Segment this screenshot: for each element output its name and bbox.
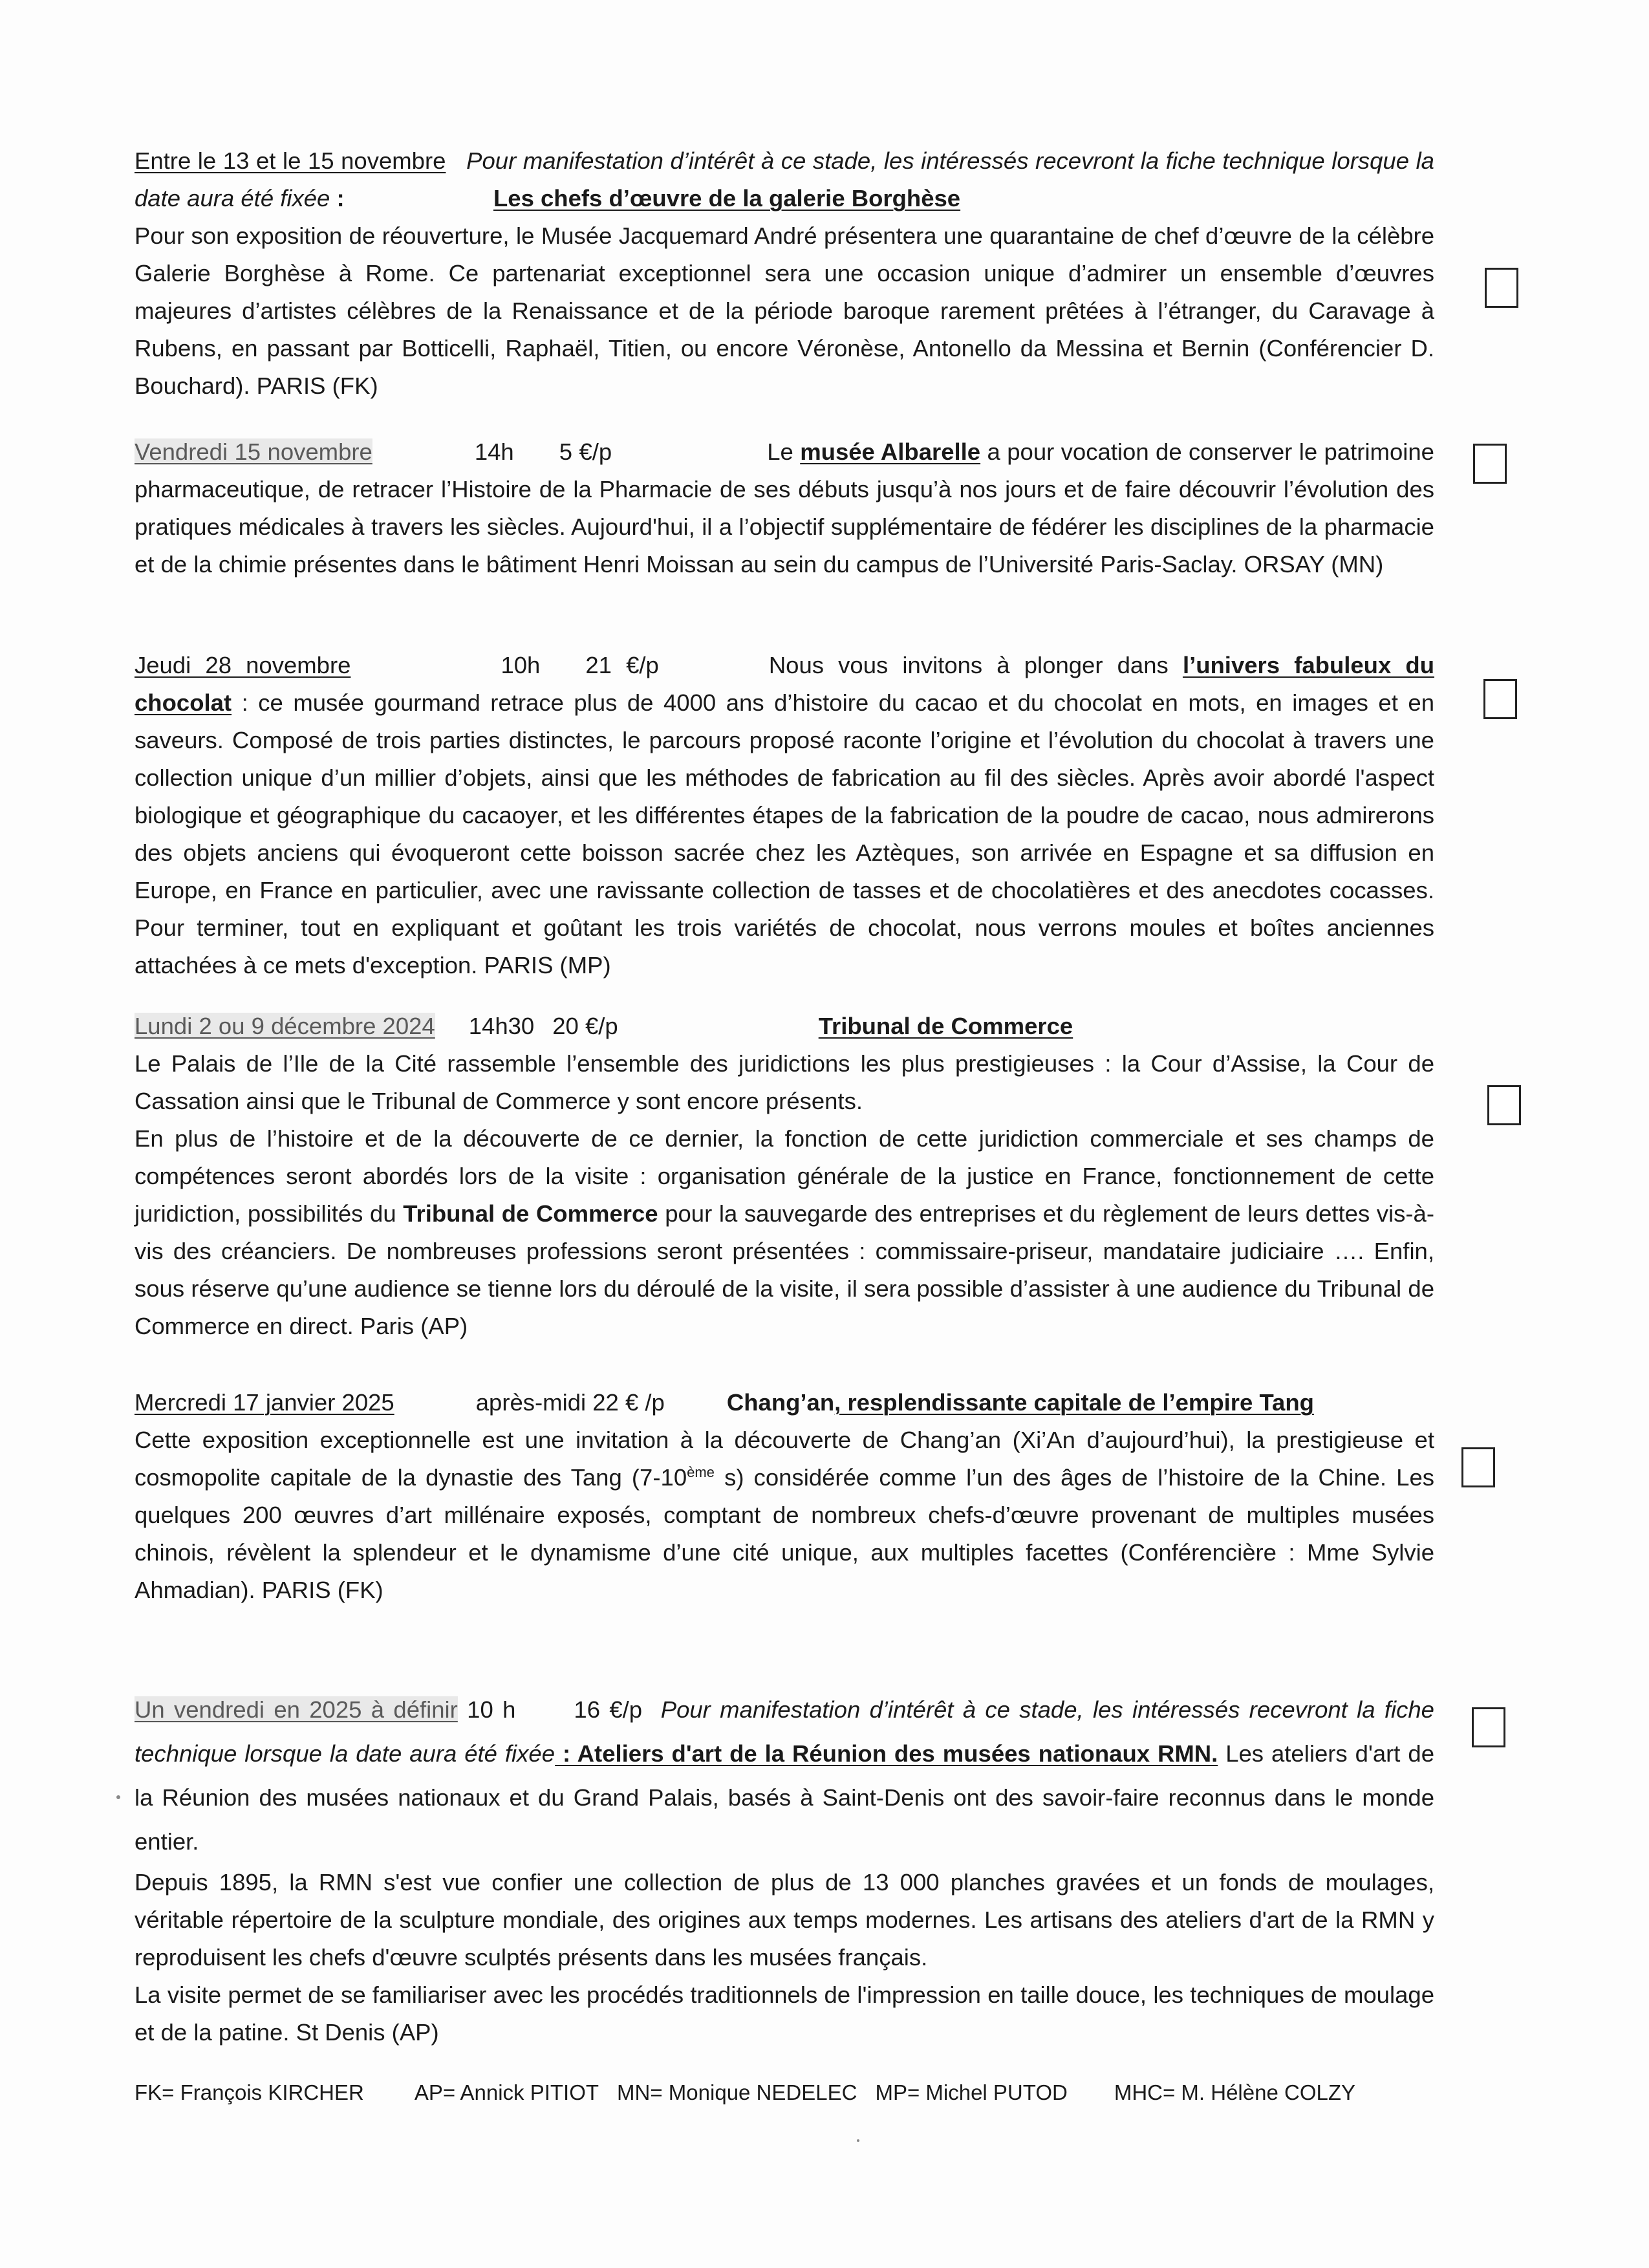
entry-price: 16 €/p [574,1696,643,1723]
entry-date: Vendredi 15 novembre [135,438,372,465]
scan-speck [857,2139,859,2142]
entry-borghese [135,142,1434,405]
entry-body-1: Le Palais de l’Ile de la Cité rassemble l’ensemble des juridictions les plus prestigieuses : la Cour d’Assise, la Cour de Cassation ainsi que le Tribunal de Commerce y sont encore présents. [135,1050,1434,1114]
entry-chocolat [135,647,1434,984]
entry-body-2-bold: Tribunal de Commerce [403,1200,658,1227]
entry-header [135,142,1434,217]
entry-text [135,647,1434,984]
entry-price: 20 €/p [552,1013,618,1039]
entry-title: musée Albarelle [800,438,981,465]
entry-date: Jeudi 28 novembre [135,652,351,678]
entry-body-2-pre: En plus de l’histoire et de la découverte de ce dernier, la fonction de cette juridiction commerciale et ses champs de compétences seront abordés lors de la visite : organisation générale de la justice en France, fonctionnement de cette juridiction, possibilités du [135,1125,1434,1227]
footer-mn: MN= Monique NEDELEC [617,2080,857,2104]
entry-body-post: s) considérée comme l’un des âges de l’histoire de la Chine. Les quelques 200 œuvres d’art millénaire exposés, comptant de nombreux chefs-d’œuvre provenant de multiples musées chinois, révèlent la splendeur et le dynamisme d’une cité unique, aux multiples facettes (Conférencière : Mme Sylvie Ahmadian). PARIS (FK) [135,1464,1434,1603]
checkbox-chocolat[interactable] [1483,679,1517,719]
checkbox-borghese[interactable] [1485,268,1518,308]
entry-time: 14h [474,438,514,465]
entry-body: Pour son exposition de réouverture, le Musée Jacquemard André présentera une quarantaine de chef d’œuvre de la célèbre Galerie Borghèse à Rome. Ce partenariat exceptionnel sera une occasion unique d’admirer un ensemble d’œuvres majeures d’artistes célèbres de la Renaissance et de la période baroque rarement prêtées à l’étranger, du Caravage à Rubens, en passant par Botticelli, Raphaël, Titien, ou encore Véronèse, Antonello da Messina et Bernin (Conférencier D. Bouchard). PARIS (FK) [135,222,1434,399]
checkbox-tribunal[interactable] [1487,1085,1521,1125]
entry-title-b: , resplendissante capitale de l’empire Tang [834,1389,1314,1416]
entry-body-pre: Cette exposition exceptionnelle est une invitation à la découverte de Chang’an (Xi’An d’aujourd’hui), la prestigieuse et cosmopolite capitale de la dynastie des Tang (7-10 [135,1427,1434,1491]
entry-body-post: : ce musée gourmand retrace plus de 4000 ans d’histoire du cacao et du chocolat en mots, en images et en saveurs. Composé de trois parties distinctes, le parcours proposé raconte l’origine et l’évolution du chocolat à travers une collection unique d’un millier d’objets, ainsi que les méthodes de fabrication au fil des siècles. Après avoir abordé l'aspect biologique et géographique du cacaoyer, et les différentes étapes de la fabrication de la poudre de cacao, nous admirerons des objets anciens qui évoqueront cette boisson sacrée chez les Aztèques, son arrivée en Espagne et sa diffusion en Europe, en France en particulier, avec une ravissante collection de tasses et de chocolatières et des anecdotes cocasses. Pour terminer, tout en expliquant et goûtant les trois variétés de chocolat, nous verrons moules et boîtes anciennes attachées à ce mets d'exception. PARIS (MP) [135,689,1434,978]
entry-date: Entre le 13 et le 15 novembre [135,147,446,174]
entry-title: l’univers fabuleux du chocolat [135,652,1435,716]
entry-text [135,433,1434,583]
entry-intro: Pour manifestation d’intérêt à ce stade, les intéressés recevront la fiche technique lorsque la date aura été fixée [135,1696,1434,1767]
entry-time: 10h [501,652,541,678]
entry-price: 5 €/p [559,438,612,465]
entry-date: Lundi 2 ou 9 décembre 2024 [135,1013,435,1039]
checkbox-changan[interactable] [1461,1447,1495,1487]
entry-header [135,1384,1434,1421]
entry-header [135,1008,1434,1045]
entry-text [135,1688,1434,1864]
footer-ap: AP= Annick PITIOT [414,2080,599,2104]
entry-time: 14h30 [468,1013,535,1039]
entry-time: 10 h [467,1696,516,1723]
entry-body-2: Depuis 1895, la RMN s'est vue confier une collection de plus de 13 000 planches gravées et un fonds de moulages, véritable répertoire de la sculpture mondiale, des origines aux temps modernes. Les artisans des ateliers d'art de la RMN y reproduisent les chefs d'œuvre sculptés présents dans les musées français. [135,1869,1434,1971]
entry-date: Mercredi 17 janvier 2025 [135,1389,394,1416]
entry-body-2-post: pour la sauvegarde des entreprises et du règlement de leurs dettes vis-à-vis des créanciers. De nombreuses professions seront présentées : commissaire-priseur, mandataire judiciaire …. Enfin, sous réserve qu’une audience se tienne lors du déroulé de la visite, il sera possible d’assister à une audience du Tribunal de Commerce en direct. Paris (AP) [135,1200,1435,1339]
entry-body-3: La visite permet de se familiariser avec les procédés traditionnels de l'impression en taille douce, les techniques de moulage et de la patine. St Denis (AP) [135,1982,1434,2046]
entry-tribunal [135,1008,1434,1345]
entry-albarelle [135,433,1434,583]
entry-title: : Ateliers d'art de la Réunion des musées nationaux RMN. [555,1740,1218,1767]
entry-body-pre: Le [767,438,801,465]
entry-date: Un vendredi en 2025 à définir [135,1696,458,1723]
footer-mp: MP= Michel PUTOD [875,2080,1068,2104]
entry-body-post: a pour vocation de conserver le patrimoine pharmaceutique, de retracer l’Histoire de la Pharmacie de ses débuts jusqu’à nos jours et de faire découvrir l’évolution des pratiques médicales à travers les siècles. Aujourd'hui, il a l’objectif supplémentaire de fédérer les disciplines de la pharmacie et de la chimie présentes dans le bâtiment Henri Moissan au sein du campus de l’Université Paris-Saclay. ORSAY (MN) [135,438,1434,578]
entry-price: 21 €/p [585,652,659,678]
checkbox-ateliers-rmn[interactable] [1472,1707,1505,1747]
scan-speck [116,1795,120,1799]
footer-legend [135,2079,1434,2107]
footer-mhc: MHC= M. Hélène COLZY [1114,2080,1356,2104]
checkbox-albarelle[interactable] [1473,444,1507,484]
footer-fk: FK= François KIRCHER [135,2080,364,2104]
entry-body-2 [135,1120,1434,1345]
entry-colon: : [330,185,345,211]
entry-body-pre: Nous vous invitons à plonger dans [768,652,1183,678]
entry-title-a: Chang’an [726,1389,835,1416]
entry-body [135,1421,1434,1609]
entry-title: Tribunal de Commerce [818,1013,1073,1039]
entry-ateliers-rmn [135,1688,1434,2051]
entry-changan [135,1384,1434,1609]
entry-title: Les chefs d’œuvre de la galerie Borghèse [493,185,961,211]
entry-body-sup: ème [687,1463,715,1480]
entry-time-price: après-midi 22 € /p [475,1389,665,1416]
entry-intro: Pour manifestation d’intérêt à ce stade, les intéressés recevront la fiche technique lorsque la date aura été fixée [135,147,1434,211]
entry-body-1: Les ateliers d'art de la Réunion des musées nationaux et du Grand Palais, basés à Saint-Denis ont des savoir-faire reconnus dans le monde entier. [135,1740,1434,1855]
